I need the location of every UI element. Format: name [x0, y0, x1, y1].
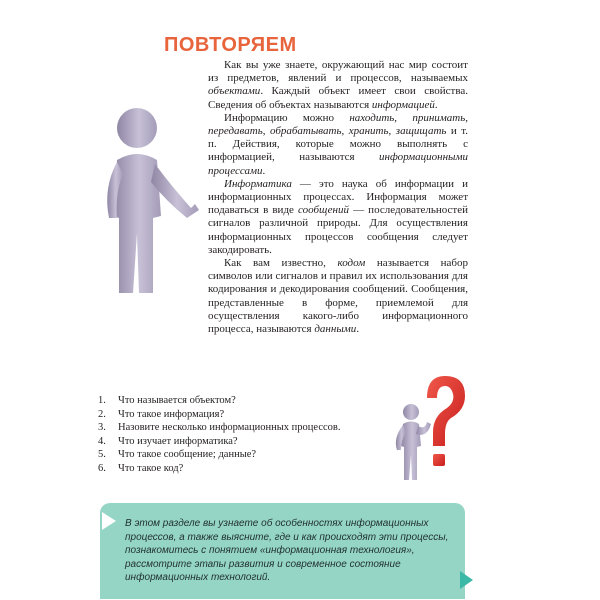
question-number: 1.	[98, 395, 106, 406]
question-number: 2.	[98, 408, 106, 420]
emphasized-term: информационными процессами	[208, 151, 468, 177]
text-run: — это наука об информации и информационных процессах. Информация может подаваться в виде	[208, 177, 468, 217]
emphasized-term: защищать	[395, 125, 447, 138]
question-text: Что называется объектом?	[118, 395, 236, 406]
question-text: Что такое сообщение; данные?	[118, 449, 257, 461]
paragraph	[208, 178, 468, 257]
paragraph	[208, 257, 468, 336]
arrow-marker-icon	[102, 512, 116, 530]
question-item	[98, 408, 340, 422]
info-box-text: В этом разделе вы узнаете об особенностях информационных процессов, а также выясните, где и как происходят эти процессы, познакомитесь с понятием «информационная технология», рассмотрите этапы развития и современное состояние информационных технологий.	[125, 518, 449, 584]
text-run: .	[262, 164, 266, 177]
paragraph	[208, 59, 468, 112]
text-run: .	[434, 98, 438, 111]
text-run: Как вам известно,	[224, 257, 338, 270]
text-run: ,	[262, 125, 270, 138]
text-run: ,	[341, 125, 349, 138]
question-text: Что такое информация?	[118, 408, 225, 420]
text-run: ,	[388, 125, 396, 138]
emphasized-term: информацией	[371, 98, 435, 111]
pointing-person-illustration	[95, 98, 203, 298]
question-item	[98, 448, 340, 462]
question-number: 6.	[98, 462, 106, 474]
question-item	[98, 421, 340, 435]
text-run: ,	[394, 111, 413, 124]
emphasized-term: передавать	[208, 125, 263, 138]
emphasized-term: кодом	[337, 257, 366, 270]
question-person-illustration	[389, 368, 469, 484]
question-item	[98, 462, 340, 476]
text-run: Информацию можно	[224, 111, 350, 124]
question-text: Что такое код?	[118, 462, 184, 474]
text-run: и т. п. Действия, которые можно выполнять с информацией, называются	[208, 125, 469, 164]
emphasized-term: Информатика	[224, 177, 292, 190]
paragraph	[208, 112, 468, 178]
emphasized-term: обрабатывать	[269, 125, 342, 138]
text-run: .	[356, 323, 360, 336]
emphasized-term: принимать	[412, 111, 466, 124]
question-item	[98, 435, 340, 449]
paragraph-block	[208, 59, 468, 336]
question-number: 3.	[98, 422, 106, 434]
next-arrow-icon	[460, 571, 473, 589]
question-number: 4.	[98, 435, 106, 447]
question-text: Что изучает информатика?	[118, 435, 238, 447]
emphasized-term: объектами	[208, 85, 261, 98]
text-run: — последовательностей сигналов различной природы. Для осуществления информационных процессов сообщения следует закодировать.	[208, 204, 469, 256]
text-run: называется набор символов или сигналов и правил их использования для кодирования и декодирования сообщений. Сообщения, представленные в форме, приемлемой для осуществления какого-либо информационного процесса, называются	[208, 257, 468, 336]
emphasized-term: данными	[314, 323, 357, 336]
text-run: ,	[465, 111, 468, 124]
text-run: . Каждый объект имеет свои свойства. Сведения об объектах называются	[208, 85, 468, 111]
emphasized-term: сообщений	[298, 204, 349, 217]
question-number: 5.	[98, 449, 106, 461]
section-heading: ПОВТОРЯЕМ	[164, 34, 297, 56]
emphasized-term: хранить	[348, 125, 389, 138]
question-item	[98, 394, 340, 408]
question-list	[98, 394, 340, 476]
emphasized-term: находить	[349, 111, 395, 124]
question-text: Назовите несколько информационных процессов.	[118, 422, 341, 434]
text-run: Как вы уже знаете, окружающий нас мир состоит из предметов, явлений и процессов, называемых	[208, 59, 468, 85]
